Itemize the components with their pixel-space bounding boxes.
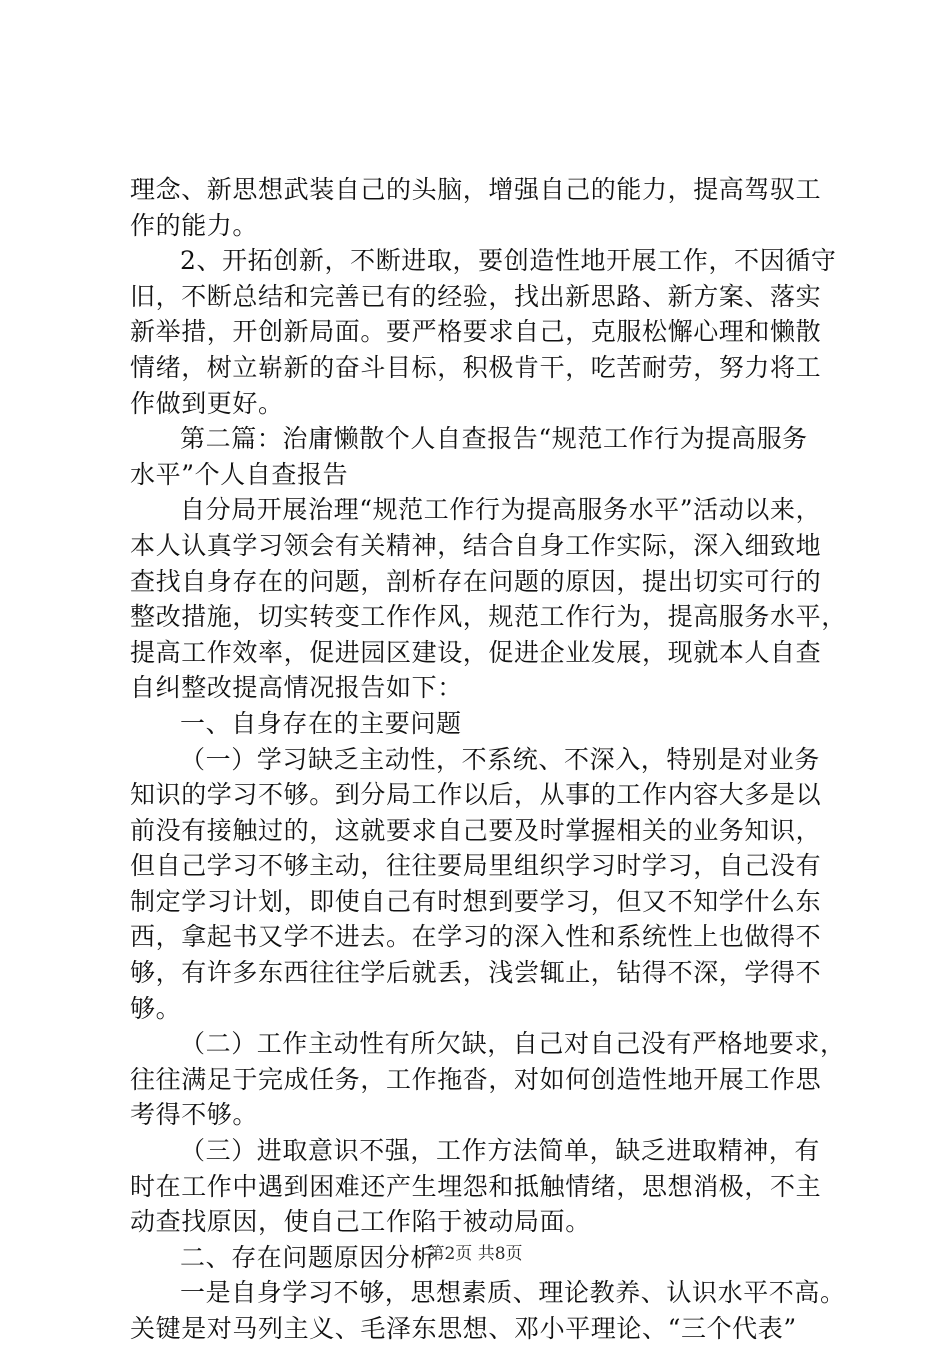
- text-line: 前没有接触过的，这就要求自己要及时掌握相关的业务知识，: [130, 815, 822, 845]
- text-line: 但自己学习不够主动，往往要局里组织学习时学习，自己没有: [130, 851, 822, 881]
- text-line: 情绪，树立崭新的奋斗目标，积极肯干，吃苦耐劳，努力将工: [130, 352, 822, 382]
- text-line: 查找自身存在的问题，剖析存在问题的原因，提出切实可行的: [130, 566, 822, 596]
- text-line: 考得不够。: [130, 1100, 259, 1130]
- text-line: 2、开拓创新，不断进取，要创造性地开展工作，不因循守: [180, 246, 837, 276]
- text-line: 时在工作中遇到困难还产生埋怨和抵触情绪，思想消极，不主: [130, 1171, 822, 1201]
- text-line: 动查找原因，使自己工作陷于被动局面。: [130, 1207, 591, 1237]
- text-line: 作的能力。: [130, 210, 259, 240]
- text-line: （一）学习缺乏主动性，不系统、不深入，特别是对业务: [180, 744, 821, 774]
- text-line: 知识的学习不够。到分局工作以后，从事的工作内容大多是以: [130, 780, 822, 810]
- text-line: 一、自身存在的主要问题: [180, 708, 462, 738]
- text-line: 够。: [130, 993, 182, 1023]
- text-line: 关键是对马列主义、毛泽东思想、邓小平理论、“三个代表”: [130, 1314, 797, 1343]
- text-line: 往往满足于完成任务，工作拖沓，对如何创造性地开展工作思: [130, 1064, 822, 1094]
- text-line: 自分局开展治理“规范工作行为提高服务水平”活动以来，: [180, 495, 822, 525]
- text-line: 够，有许多东西往往学后就丢，浅尝辄止，钻得不深，学得不: [130, 958, 822, 988]
- text-line: 第二篇：治庸懒散个人自查报告“规范工作行为提高服务: [180, 424, 808, 454]
- page-footer: 第2页 共8页: [427, 1244, 523, 1264]
- text-line: 水平”个人自查报告: [130, 459, 349, 489]
- text-line: 旧，不断总结和完善已有的经验，找出新思路、新方案、落实: [130, 281, 822, 311]
- text-line: 新举措，开创新局面。要严格要求自己，克服松懈心理和懒散: [130, 317, 822, 347]
- document-body: [130, 172, 847, 1347]
- text-line: 西，拿起书又学不进去。在学习的深入性和系统性上也做得不: [130, 922, 822, 952]
- text-line: 自纠整改提高情况报告如下：: [130, 673, 463, 703]
- text-line: （三）进取意识不强，工作方法简单，缺乏进取精神，有: [180, 1136, 821, 1166]
- text-line: 作做到更好。: [130, 388, 284, 418]
- text-line: 一是自身学习不够，思想素质、理论教养、认识水平不高。: [180, 1278, 846, 1308]
- text-line: 理念、新思想武装自己的头脑，增强自己的能力，提高驾驭工: [130, 175, 822, 204]
- text-line: （二）工作主动性有所欠缺，自己对自己没有严格地要求，: [180, 1029, 846, 1059]
- text-line: 二、存在问题原因分析: [180, 1242, 437, 1272]
- text-line: 整改措施，切实转变工作作风，规范工作行为，提高服务水平，: [130, 602, 847, 632]
- text-line: 制定学习计划，即使自己有时想到要学习，但又不知学什么东: [130, 886, 822, 916]
- text-line: 本人认真学习领会有关精神，结合自身工作实际，深入细致地: [130, 530, 822, 560]
- text-line: 提高工作效率，促进园区建设，促进企业发展，现就本人自查: [130, 637, 822, 667]
